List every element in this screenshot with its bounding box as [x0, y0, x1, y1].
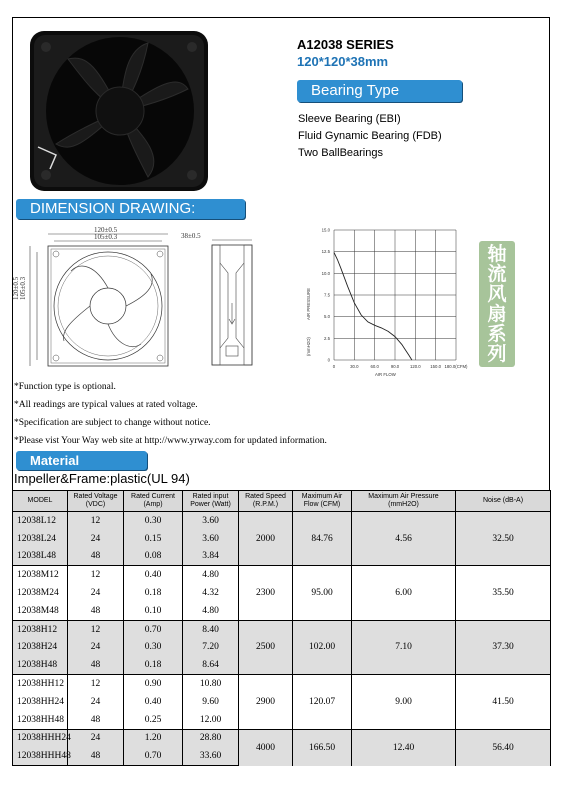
current-cell: 0.30 — [124, 512, 183, 530]
chart-x-tick-label: 90.0 — [390, 364, 400, 369]
power-cell: 3.60 — [183, 530, 239, 548]
model-cell: 12038L12 — [13, 512, 68, 530]
speed-cell: 2900 — [239, 675, 293, 729]
power-cell: 10.80 — [183, 675, 239, 693]
speed-cell: 2300 — [239, 566, 293, 620]
chart-x-tick-label: 30.0 — [350, 364, 359, 369]
current-cell: 0.18 — [124, 656, 183, 674]
noise-cell: 32.50 — [456, 512, 551, 566]
front-width-inner: 105±0.3 — [94, 233, 118, 241]
voltage-cell: 12 — [68, 620, 124, 638]
current-cell: 0.08 — [124, 548, 183, 566]
airflow-cell: 120.07 — [293, 675, 352, 729]
model-cell: 12038M48 — [13, 602, 68, 620]
col-header: Maximum Air Pressure (mmH2O) — [352, 491, 456, 512]
airflow-cell: 166.50 — [293, 729, 352, 766]
power-cell: 3.84 — [183, 548, 239, 566]
current-cell: 0.90 — [124, 675, 183, 693]
current-cell: 0.70 — [124, 620, 183, 638]
speed-cell: 2000 — [239, 512, 293, 566]
model-cell: 12038L48 — [13, 548, 68, 566]
table-row — [13, 620, 551, 638]
side-chinese-label — [479, 241, 515, 367]
power-cell: 12.00 — [183, 711, 239, 729]
voltage-cell: 24 — [68, 639, 124, 657]
chart-y-tick-label: 15.0 — [321, 227, 330, 233]
chart-y-tick-label: 7.5 — [324, 292, 330, 298]
table-row — [13, 675, 551, 693]
dimension-drawing-heading: DIMENSION DRAWING: — [16, 199, 245, 219]
bearing-item: Two BallBearings — [298, 147, 383, 159]
power-cell: 7.20 — [183, 639, 239, 657]
chart-x-tick-label: 150.0 — [430, 364, 442, 369]
chart-y-tick-label: 0 — [327, 357, 330, 363]
chart-x-tick-label: 180.0(CFM) — [444, 364, 468, 369]
side-label-char: 系 — [487, 323, 507, 345]
bearing-type-heading: Bearing Type — [297, 80, 462, 102]
model-cell: 12038HHH24 — [13, 729, 68, 747]
bearing-item: Fluid Gynamic Bearing (FDB) — [298, 130, 442, 142]
chart-y-axis-unit: (mmH2O) — [306, 337, 311, 356]
chart-x-tick-label: 60.0 — [370, 364, 379, 369]
current-cell: 0.40 — [124, 566, 183, 584]
power-cell: 28.80 — [183, 729, 239, 747]
current-cell: 0.70 — [124, 747, 183, 765]
model-cell: 12038H12 — [13, 620, 68, 638]
power-cell: 4.80 — [183, 566, 239, 584]
chart-x-axis-label: AIR FLOW — [375, 372, 396, 377]
pressure-cell: 9.00 — [352, 675, 456, 729]
col-header: Rated Current (Amp) — [124, 491, 183, 512]
performance-curve-chart — [296, 222, 472, 384]
side-label-char: 流 — [487, 263, 507, 285]
side-label-char: 风 — [487, 283, 507, 305]
airflow-cell: 95.00 — [293, 566, 352, 620]
table-row — [13, 566, 551, 584]
model-cell: 12038H24 — [13, 639, 68, 657]
side-label-char: 列 — [487, 343, 507, 365]
noise-cell: 56.40 — [456, 729, 551, 766]
model-cell: 12038HHH48 — [13, 747, 68, 765]
side-label-char: 扇 — [487, 303, 507, 325]
power-cell: 8.40 — [183, 620, 239, 638]
chart-y-tick-label: 10.0 — [321, 270, 330, 276]
chart-x-tick-label: 0 — [332, 364, 336, 369]
noise-cell: 37.30 — [456, 620, 551, 674]
power-cell: 4.80 — [183, 602, 239, 620]
table-row — [13, 512, 551, 530]
side-depth: 38±0.5 — [181, 232, 201, 240]
voltage-cell: 12 — [68, 566, 124, 584]
model-cell: 12038H48 — [13, 656, 68, 674]
pressure-cell: 6.00 — [352, 566, 456, 620]
col-header: Maximum Air Flow (CFM) — [293, 491, 352, 512]
power-cell: 8.64 — [183, 656, 239, 674]
pressure-cell: 4.56 — [352, 512, 456, 566]
col-header: Rated Voltage (VDC) — [68, 491, 124, 512]
col-header: Noise (dB-A) — [456, 491, 551, 512]
voltage-cell: 48 — [68, 711, 124, 729]
table-header-row — [13, 491, 551, 512]
front-height-inner: 105±0.3 — [19, 276, 27, 300]
voltage-cell: 12 — [68, 512, 124, 530]
col-header: Rated input Power (Watt) — [183, 491, 239, 512]
voltage-cell: 12 — [68, 675, 124, 693]
current-cell: 0.25 — [124, 711, 183, 729]
voltage-cell: 48 — [68, 656, 124, 674]
chart-y-tick-label: 12.5 — [321, 249, 330, 255]
current-cell: 0.15 — [124, 530, 183, 548]
side-label-char: 轴 — [487, 243, 507, 265]
power-cell: 4.32 — [183, 584, 239, 602]
noise-cell: 41.50 — [456, 675, 551, 729]
voltage-cell: 24 — [68, 530, 124, 548]
spec-table — [12, 490, 551, 766]
current-cell: 1.20 — [124, 729, 183, 747]
power-cell: 9.60 — [183, 693, 239, 711]
side-view-drawing — [181, 228, 260, 373]
front-height-outer: 120±0.5 — [12, 276, 20, 300]
col-header: Rated Speed (R.P.M.) — [239, 491, 293, 512]
current-cell: 0.40 — [124, 693, 183, 711]
chart-y-axis-label: AIR PRESSURE — [306, 288, 311, 320]
power-cell: 3.60 — [183, 512, 239, 530]
material-heading: Material — [16, 451, 147, 470]
speed-cell: 4000 — [239, 729, 293, 766]
note-website: *Please vist Your Way web site at http://www.yrway.com for updated information. — [14, 436, 327, 446]
model-cell: 12038M12 — [13, 566, 68, 584]
voltage-cell: 24 — [68, 693, 124, 711]
model-cell: 12038HH12 — [13, 675, 68, 693]
voltage-cell: 48 — [68, 747, 124, 765]
voltage-cell: 48 — [68, 548, 124, 566]
chart-y-tick-label: 5.0 — [324, 314, 330, 320]
speed-cell: 2500 — [239, 620, 293, 674]
noise-cell: 35.50 — [456, 566, 551, 620]
model-cell: 12038M24 — [13, 584, 68, 602]
note-specification: *Specification are subject to change without notice. — [14, 418, 211, 428]
front-view-drawing — [16, 226, 184, 376]
airflow-cell: 102.00 — [293, 620, 352, 674]
table-row — [13, 729, 551, 747]
note-function-type: *Function type is optional. — [14, 382, 116, 392]
chart-x-tick-label: 120.0 — [409, 364, 421, 369]
current-cell: 0.18 — [124, 584, 183, 602]
voltage-cell: 24 — [68, 584, 124, 602]
model-cell: 12038L24 — [13, 530, 68, 548]
note-readings: *All readings are typical values at rated voltage. — [14, 400, 198, 410]
pressure-cell: 7.10 — [352, 620, 456, 674]
chart-series-line — [334, 253, 412, 361]
series-size: 120*120*38mm — [297, 54, 389, 69]
model-cell: 12038HH48 — [13, 711, 68, 729]
current-cell: 0.30 — [124, 639, 183, 657]
model-cell: 12038HH24 — [13, 693, 68, 711]
current-cell: 0.10 — [124, 602, 183, 620]
front-width-outer: 120±0.5 — [94, 226, 118, 234]
voltage-cell: 48 — [68, 602, 124, 620]
material-text: Impeller&Frame:plastic(UL 94) — [14, 471, 190, 486]
voltage-cell: 24 — [68, 729, 124, 747]
pressure-cell: 12.40 — [352, 729, 456, 766]
airflow-cell: 84.76 — [293, 512, 352, 566]
col-header: MODEL — [13, 491, 68, 512]
series-title: A12038 SERIES — [297, 37, 394, 52]
fan-photo — [28, 29, 213, 194]
power-cell: 33.60 — [183, 747, 239, 765]
bearing-item: Sleeve Bearing (EBI) — [298, 113, 401, 125]
chart-y-tick-label: 2.5 — [324, 335, 330, 341]
